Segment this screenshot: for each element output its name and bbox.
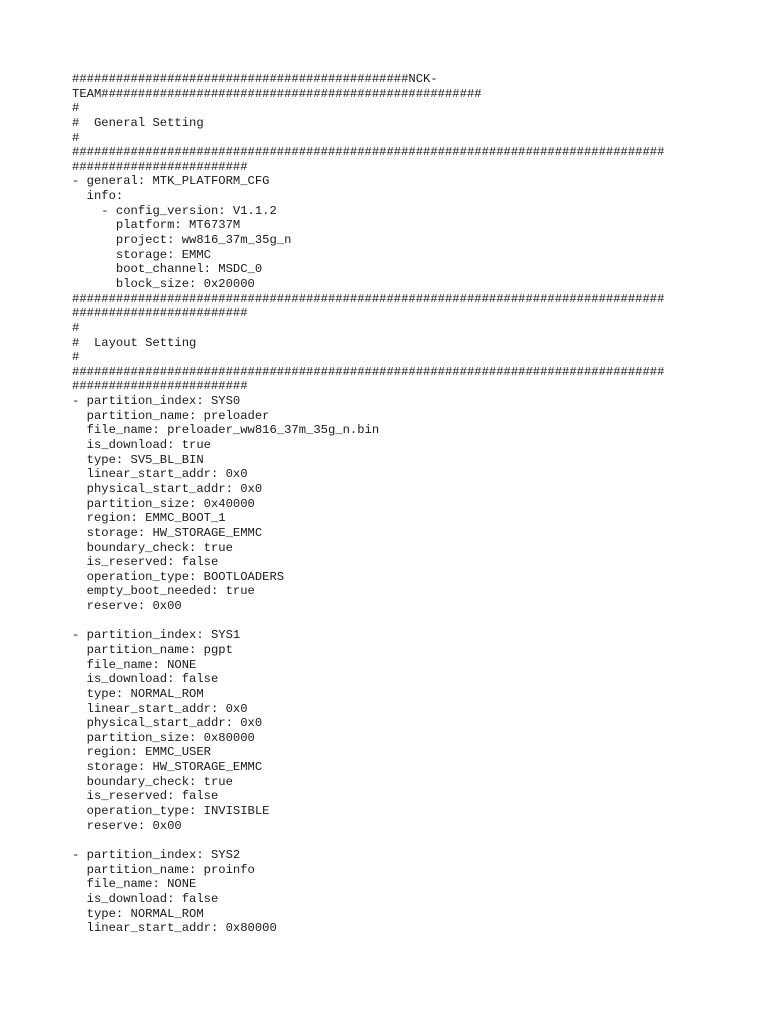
document-line: - general: MTK_PLATFORM_CFG	[72, 174, 270, 189]
document-line: project: ww816_37m_35g_n	[72, 233, 292, 248]
document-line: region: EMMC_USER	[72, 745, 211, 760]
document-line: physical_start_addr: 0x0	[72, 716, 263, 731]
document-line: is_download: false	[72, 891, 219, 906]
document-line: boundary_check: true	[72, 774, 233, 789]
document-line: linear_start_addr: 0x80000	[72, 921, 277, 936]
document-line: linear_start_addr: 0x0	[72, 467, 248, 482]
document-line: type: SV5_BL_BIN	[72, 452, 204, 467]
document-line: #	[72, 101, 80, 116]
document-line: file_name: NONE	[72, 657, 197, 672]
document-line: is_reserved: false	[72, 789, 219, 804]
document-line: - partition_index: SYS0	[72, 394, 241, 409]
document-line: empty_boot_needed: true	[72, 584, 255, 599]
document-line: operation_type: BOOTLOADERS	[72, 569, 285, 584]
document-line: storage: HW_STORAGE_EMMC	[72, 525, 263, 540]
document-line: - partition_index: SYS1	[72, 628, 241, 643]
document-line: file_name: NONE	[72, 877, 197, 892]
document-line: is_download: false	[72, 672, 219, 687]
document-line: partition_name: preloader	[72, 408, 270, 423]
document-line: type: NORMAL_ROM	[72, 906, 204, 921]
document-line: #	[72, 350, 80, 365]
document-line: - config_version: V1.1.2	[72, 203, 277, 218]
document-line: is_download: true	[72, 438, 211, 453]
document-line: boot_channel: MSDC_0	[72, 262, 263, 277]
document-line: partition_size: 0x80000	[72, 730, 255, 745]
document-line: linear_start_addr: 0x0	[72, 701, 248, 716]
document-line: physical_start_addr: 0x0	[72, 481, 263, 496]
document-line: platform: MT6737M	[72, 218, 241, 233]
document-line: ########################	[72, 379, 248, 394]
document-line: info:	[72, 189, 124, 204]
document-line: ##############################################NCK-	[72, 72, 438, 86]
document-line: #	[72, 320, 80, 335]
document-line: reserve: 0x00	[72, 818, 182, 833]
document-line: #################################################################################	[72, 145, 665, 160]
document-line: #	[72, 130, 80, 145]
document-line: file_name: preloader_ww816_37m_35g_n.bin	[72, 423, 380, 438]
document-line: ########################	[72, 306, 248, 321]
document-line: #################################################################################	[72, 291, 665, 306]
document-line: storage: EMMC	[72, 247, 211, 262]
document-line: partition_size: 0x40000	[72, 496, 255, 511]
document-line: operation_type: INVISIBLE	[72, 804, 270, 819]
document-line: boundary_check: true	[72, 540, 233, 555]
document-line: type: NORMAL_ROM	[72, 686, 204, 701]
document-line: region: EMMC_BOOT_1	[72, 511, 226, 526]
document-line: #################################################################################	[72, 364, 665, 379]
document-line: storage: HW_STORAGE_EMMC	[72, 760, 263, 775]
document-line: ########################	[72, 159, 248, 174]
document-line: partition_name: pgpt	[72, 642, 233, 657]
scatter-file-text	[72, 72, 712, 936]
document-line: block_size: 0x20000	[72, 276, 255, 291]
document-line: # General Setting	[72, 115, 204, 130]
document-line: partition_name: proinfo	[72, 862, 255, 877]
document-line	[72, 833, 712, 848]
document-line: TEAM####################################################	[72, 86, 482, 101]
document-line: is_reserved: false	[72, 555, 219, 570]
document-line: # Layout Setting	[72, 335, 197, 350]
document-line: reserve: 0x00	[72, 599, 182, 614]
document-line: - partition_index: SYS2	[72, 847, 241, 862]
document-line	[72, 614, 712, 629]
